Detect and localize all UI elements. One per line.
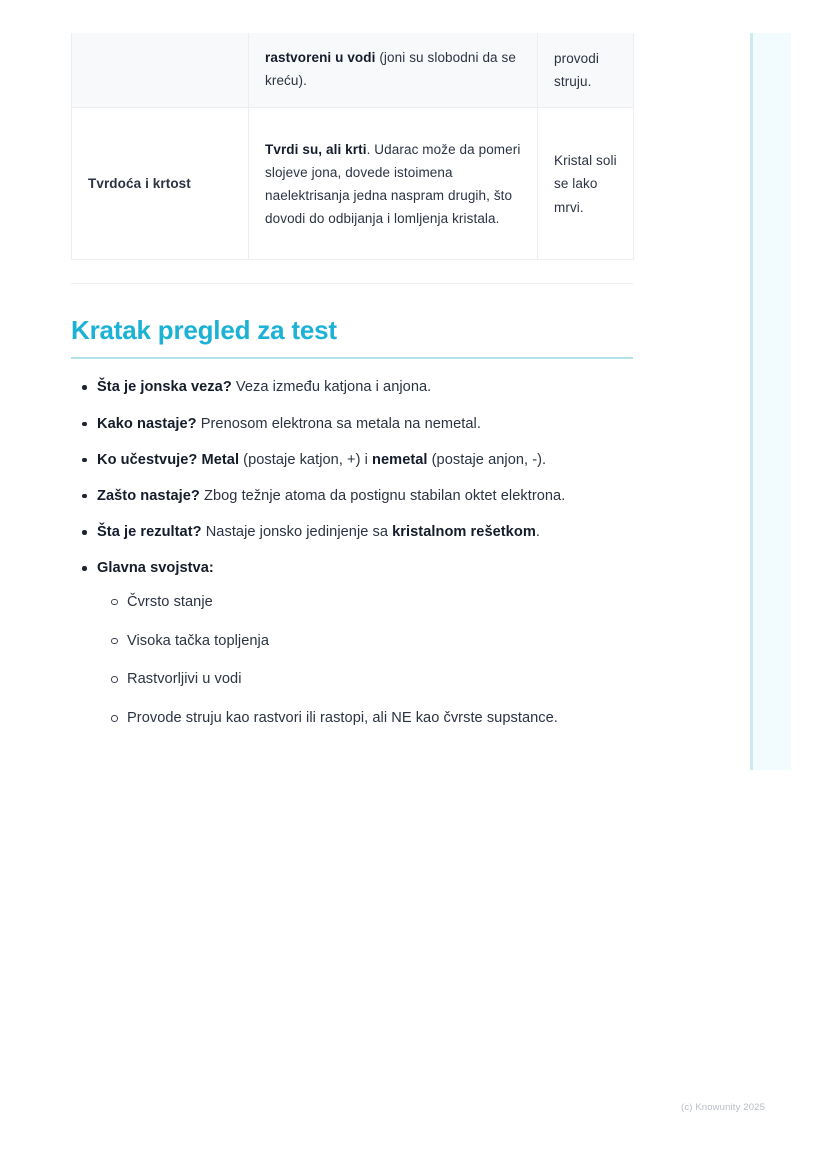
table-cell-property — [72, 33, 249, 108]
list-item — [97, 449, 634, 473]
table-cell-description-text: (joni su slobodni da se kreću). — [265, 50, 516, 89]
page-accent-strip — [750, 33, 791, 770]
table-row — [72, 108, 634, 260]
table-cell-example: Kristal soli se lako mrvi. — [538, 108, 634, 260]
table-cell-description — [249, 33, 538, 108]
list-item — [97, 521, 634, 545]
list-item-text: (postaje katjon, +) i — [239, 451, 373, 468]
list-item — [97, 376, 634, 400]
footer-credit: (c) Knowunity 2025 — [681, 1102, 766, 1113]
list-item-text: Prenosom elektrona sa metala na nemetal. — [196, 415, 481, 432]
list-item-label: Zašto nastaje? — [97, 487, 200, 504]
list-item-text: Nastaje jonsko jedinjenje sa — [201, 524, 393, 540]
list-item-label-secondary: nemetal — [372, 451, 428, 468]
list-item-text: Veza između katjona i anjona. — [231, 379, 432, 396]
table-cell-property: Tvrdoća i krtost — [72, 108, 249, 260]
list-item-label: Glavna svojstva: — [97, 560, 214, 577]
list-item-label: Šta je rezultat? — [97, 524, 202, 540]
table-cell-description-emphasis: rastvoreni u vodi — [265, 50, 376, 65]
properties-table — [71, 33, 634, 260]
table-row — [72, 33, 634, 108]
list-item-text-secondary: (postaje anjon, -). — [427, 451, 547, 468]
page-title: Kratak pregled za test — [71, 315, 337, 346]
sub-list-item: Provode struju kao rastvori ili rastopi, ali NE kao čvrste supstance. — [127, 707, 634, 730]
list-item-text: Zbog težnje atoma da postignu stabilan oktet elektrona. — [199, 487, 566, 504]
list-item — [97, 557, 634, 731]
table-cell-description-text: . Udarac može da pomeri slojeve jona, dovede istoimena naelektrisanja jedna naspram drugih, što dovodi do odbijanja i lomljenja kristala. — [265, 141, 521, 227]
sub-list-item: Rastvorljivi u vodi — [127, 668, 634, 691]
list-item-label: Šta je jonska veza? — [97, 379, 232, 396]
list-item — [97, 485, 634, 509]
list-item-label: Kako nastaje? — [97, 415, 197, 432]
document-page — [71, 0, 634, 746]
list-item — [97, 413, 634, 437]
table-cell-example: provodi struju. — [538, 33, 634, 108]
sub-list-item: Čvrsto stanje — [127, 591, 634, 614]
list-item-label: Ko učestvuje? Metal — [97, 451, 240, 468]
properties-sub-list — [97, 591, 634, 731]
heading-underline — [71, 357, 633, 359]
summary-list — [71, 376, 634, 730]
list-item-text-secondary: . — [535, 524, 540, 540]
list-item-label-secondary: kristalnom rešetkom — [392, 524, 536, 540]
table-cell-description-emphasis: Tvrdi su, ali krti — [265, 141, 367, 157]
sub-list-item: Visoka tačka topljenja — [127, 630, 634, 653]
table-cell-description — [249, 108, 538, 260]
section-divider — [71, 283, 633, 284]
